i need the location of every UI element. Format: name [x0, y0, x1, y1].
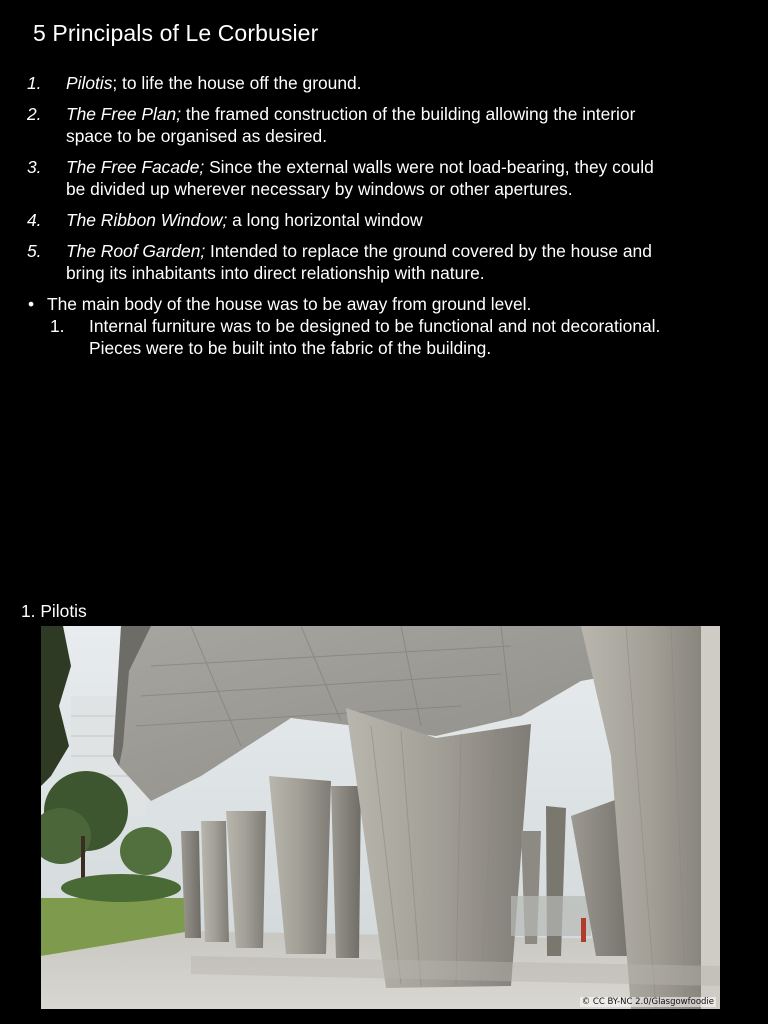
principle-item-2 [0, 103, 666, 147]
bullet-point [0, 293, 687, 315]
sub-item-text: Internal furniture was to be designed to be functional and not decorational. Pieces were to be built into the fabric of the building. [89, 316, 661, 358]
principle-term: The Free Facade; [66, 157, 205, 177]
principle-term: The Free Plan; [66, 104, 182, 124]
principle-term: Pilotis [66, 73, 113, 93]
photo-caption: 1. Pilotis [21, 601, 87, 621]
principle-text: ; to life the house off the ground. [112, 73, 362, 93]
bullet-text: The main body of the house was to be away from ground level. [47, 294, 532, 314]
principle-text: Since the external walls were not load-bearing, they could be divided up wherever necessary by windows or other apertures. [66, 157, 654, 199]
principle-term: The Ribbon Window; [66, 210, 228, 230]
sub-item-number: 1. [50, 316, 65, 336]
principle-item-1 [0, 72, 666, 94]
principle-number: 5. [27, 241, 42, 261]
principle-item-5 [0, 240, 666, 284]
principles-list [0, 72, 768, 359]
principle-item-3 [0, 156, 666, 200]
principle-term: The Roof Garden; [66, 241, 206, 261]
photo-credit: © CC BY-NC 2.0/Glasgowfoodie [581, 997, 714, 1007]
principle-number: 4. [27, 210, 42, 230]
principle-text: Intended to replace the ground covered by the house and bring its inhabitants into direct relationship with nature. [66, 241, 652, 283]
slide-title: 5 Principals of Le Corbusier [33, 20, 319, 46]
sub-list-item [0, 315, 689, 359]
pilotis-photo [41, 626, 720, 1009]
principle-text: the framed construction of the building allowing the interior space to be organised as desired. [66, 104, 636, 146]
principle-number: 3. [27, 157, 42, 177]
principle-number: 1. [27, 73, 42, 93]
pilotis-illustration [41, 626, 720, 1009]
principle-text: a long horizontal window [227, 210, 423, 230]
principle-number: 2. [27, 104, 42, 124]
bullet-icon: • [28, 294, 35, 314]
principle-item-4 [0, 209, 666, 231]
